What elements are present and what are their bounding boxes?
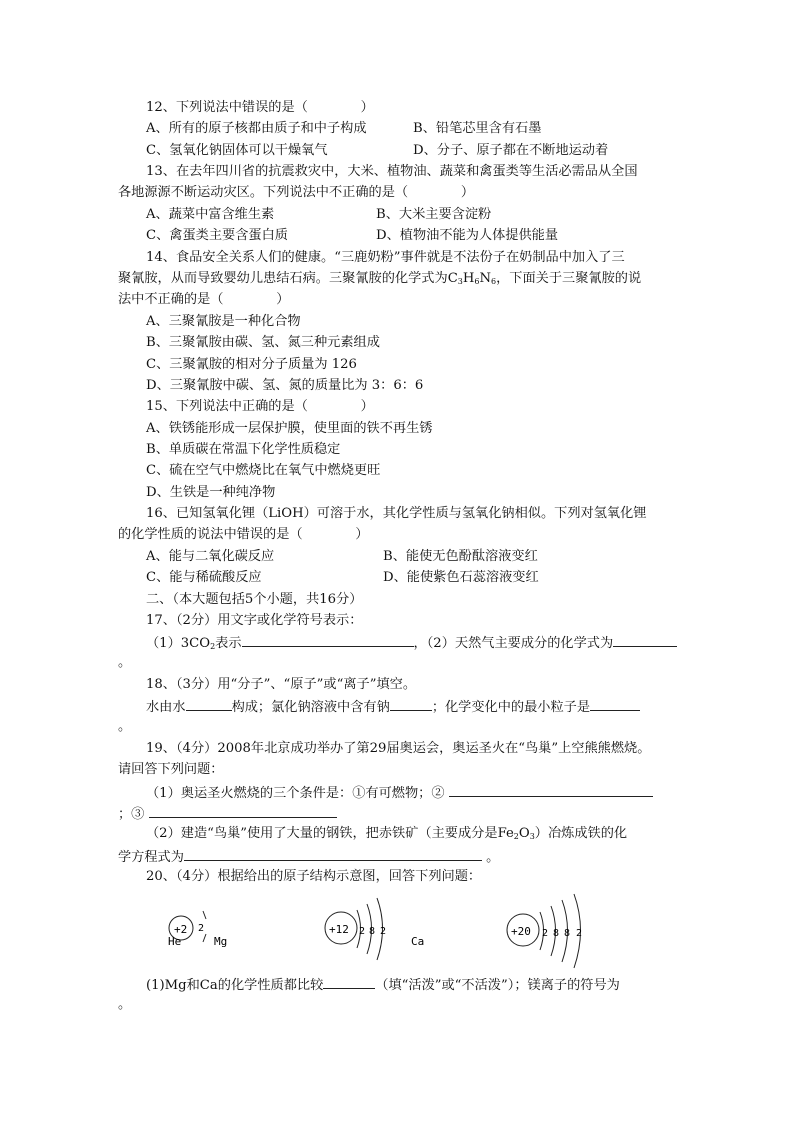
q13-option-b: B、大米主要含淀粉 [376, 207, 492, 222]
q13-option-c: C、禽蛋类主要含蛋白质 [146, 228, 288, 243]
q15-option-d: D、生铁是一种纯净物 [146, 485, 276, 500]
q16-line2: 的化学性质的说法中错误的是（ ） [118, 527, 369, 542]
q17-end: 。 [118, 655, 132, 670]
q16-line1: 16、已知氢氧化锂（LiOH）可溶于水，其化学性质与氢氧化钠相似。下列对氢氧化锂 [146, 506, 647, 521]
he-shell-1-count: 2 [198, 923, 205, 934]
q14-line1: 14、食品安全关系人们的健康。“三鹿奶粉”事件就是不法份子在奶制品中加入了三 [146, 250, 625, 265]
ca-shell-4-count: 2 [576, 928, 583, 939]
ca-shell-3-count: 8 [564, 928, 571, 939]
mg-shell-2-count: 8 [369, 926, 376, 937]
q18-fill-line: 水由水 构成；氯化钠溶液中含有钠 ；化学变化中的最小粒子是 [146, 698, 640, 716]
he-shell-arc-1 [203, 911, 206, 919]
melamine-formula: $C_3H_6N_6$ [447, 271, 497, 286]
q13-line1: 13、在去年四川省的抗震救灾中，大米、植物油、蔬菜和禽蛋类等生活必需品从全国 [146, 164, 638, 179]
q15-option-c: C、硫在空气中燃烧比在氧气中燃烧更旺 [146, 463, 381, 478]
he-nucleus-charge: +2 [174, 923, 188, 936]
q13-option-a: A、蔬菜中富含维生素 [146, 207, 275, 222]
mg-shell-3-count: 2 [380, 926, 387, 937]
q15-option-b: B、单质碳在常温下化学性质稳定 [146, 442, 341, 457]
q14-line2: 聚氰胺，从而导致婴幼儿患结石病。三聚氰胺的化学式为$C_3H_6N_6$，下面关于三聚氰胺的说 [118, 271, 642, 286]
q18-end: 。 [118, 719, 132, 734]
he-shell-arc-1b [203, 934, 206, 942]
q12-option-a: A、所有的原子核都由质子和中子构成 [146, 121, 367, 136]
atom-ca-diagram [411, 894, 582, 968]
q15-stem: 15、下列说法中正确的是（ ） [146, 399, 374, 414]
q16-option-b: B、能使无色酚酞溶液变红 [383, 549, 538, 564]
q19-line1: 19、（4分）2008年北京成功举办了第29届奥运会，奥运圣火在“鸟巢”上空熊熊燃烧。 [146, 741, 651, 756]
q16-option-a: A、能与二氧化碳反应 [146, 549, 275, 564]
q14-line3: 法中不正确的是（ ） [118, 292, 290, 307]
mg-nucleus-charge: +12 [329, 923, 349, 936]
q17-stem: 17、（2分）用文字或化学符号表示： [146, 613, 363, 628]
q18-stem: 18、（3分）用“分子”、“原子”或“离子”填空。 [146, 677, 417, 692]
q14-option-b: B、三聚氰胺由碳、氢、氮三种元素组成 [146, 335, 380, 350]
mg-shell-1-count: 2 [359, 926, 366, 937]
q15-option-a: A、铁锈能形成一层保护膜，使里面的铁不再生锈 [146, 421, 433, 436]
q13-line2: 各地源源不断运动灾区。下列说法中不正确的是（ ） [118, 185, 475, 200]
q12-option-d: D、分子、原子都在不断地运动着 [413, 143, 609, 158]
q19-part2-line2: 学方程式为 。 [118, 850, 500, 865]
q14-option-c: C、三聚氰胺的相对分子质量为 126 [146, 357, 357, 372]
q20-stem: 20、（4分）根据给出的原子结构示意图，回答下列问题： [146, 869, 482, 884]
q12-option-c: C、氢氧化钠固体可以干燥氧气 [146, 143, 328, 158]
q19-part1-cont: ；③ [118, 805, 337, 823]
q16-option-d: D、能使紫色石蕊溶液变红 [383, 570, 539, 585]
q17-part1: $(1)3CO_2$表示 ，（2）天然气主要成分的化学式为 [146, 634, 677, 652]
hematite-formula: $Fe_2O_3$ [497, 826, 535, 841]
ca-shell-2-count: 8 [553, 928, 560, 939]
q14-option-a: A、三聚氰胺是一种化合物 [146, 314, 301, 329]
q13-option-d: D、植物油不能为人体提供能量 [376, 228, 559, 243]
q14-option-d: D、三聚氰胺中碳、氢、氮的质量比为 3：6：6 [146, 378, 424, 393]
q19-part2: （2）建造“鸟巢”使用了大量的钢铁，把赤铁矿（主要成分是$Fe_2O_3$）冶炼成铁的化 [146, 826, 628, 841]
ca-symbol: Ca [411, 935, 425, 948]
q20-part1: (1)Mg和Ca的化学性质都比较 （填“活泼”或“不活泼”）；镁离子的符号为 [146, 978, 620, 993]
mg-symbol: Mg [214, 935, 228, 948]
q20-end: 。 [118, 997, 132, 1012]
section-2-heading: 二、（本大题包括5个小题，共16分） [146, 592, 363, 607]
q12-stem: 12、下列说法中错误的是（ ） [146, 100, 374, 115]
atom-mg-diagram [214, 898, 386, 960]
q12-option-b: B、铅笔芯里含有石墨 [413, 121, 542, 136]
he-symbol: He [168, 935, 182, 948]
q16-option-c: C、能与稀硫酸反应 [146, 570, 262, 585]
ca-nucleus-charge: +20 [511, 925, 531, 938]
atom-he-diagram [168, 911, 206, 948]
q19-part1: （1）奥运圣火燃烧的三个条件是：①有可燃物；② [146, 784, 653, 802]
q19-line2: 请回答下列问题： [118, 762, 224, 777]
q20-answer-blank-1[interactable] [323, 976, 375, 989]
ca-shell-1-count: 2 [542, 928, 549, 939]
